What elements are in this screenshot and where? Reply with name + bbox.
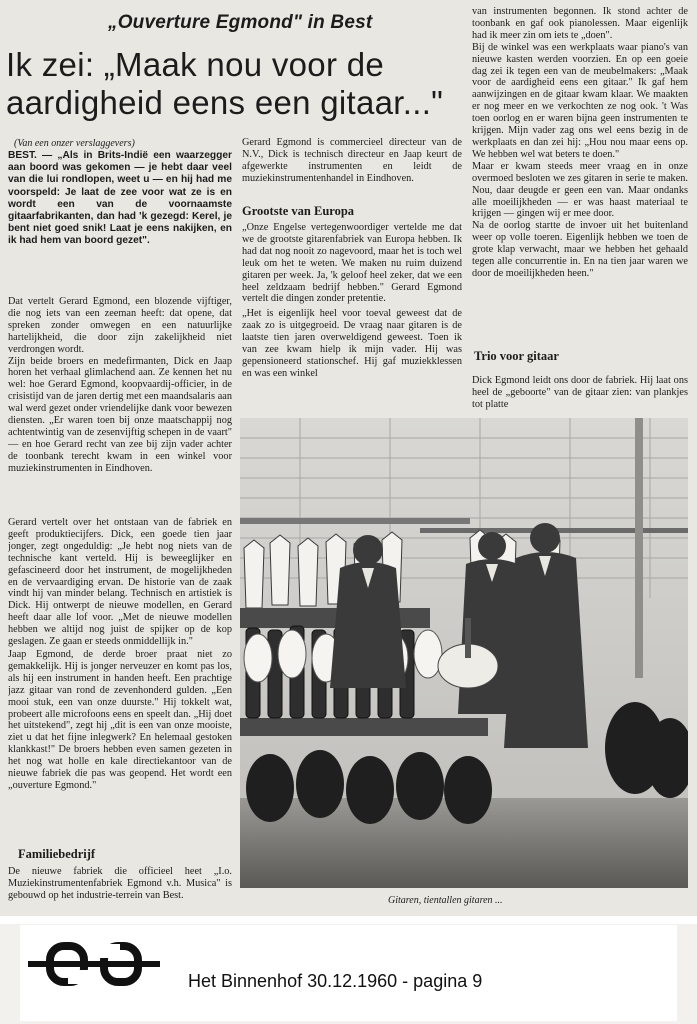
column1-paragraph-2: Gerard vertelt over het ontstaan van de fabriek en geeft produktiecijfers. Dick, een goede tien jaar jonger, zegt ongeduldig: „Je hebt nog niets van de technische kant verteld. Hij is beweeglijker en gefascineerd door het instrument, de mogelijkheden en de vervaardiging ervan. De historie van de zaak vindt hij van minder belang. Technisch en artistiek is Dick. Hij ontwerpt de nieuwe modellen, en Gerard heeft daar alle lof voor. „Met de nieuwe modellen hebben we altijd nog juist de spijker op de kop geslagen. Ze gaan er steeds onmiddellijk in.": [8, 517, 232, 648]
factory-photo: [240, 418, 688, 888]
column1-paragraph-1: Dat vertelt Gerard Egmond, een blozende vijftiger, die nog iets van een zeeman heeft: dat opene, dat spreken zonder omwegen en een natuurlijke hartelijkheid, die door zijn zakelijkheid niet verdrongen wordt. Zijn beide broers en medefirmanten, Dick en Jaap horen het verhaal glimlachend aan. Ze kennen het nu wel: hoe Gerard Egmond, koopvaardij-officier, in de crisistijd van de jaren dertig met een maandsalaris aan wal werd gezet onder vriendelijke dank voor bewezen diensten. „Er waren toen bij onze maatschappij nog achtentwintig van de zesenvijftig schepen in de vaart" — en hoe Gerard recht van zee bij zijn vader achter de toonbank terecht kwam in een winkel voor muziekinstrumenten in Eindhoven.: [8, 296, 232, 474]
source-caption: Het Binnenhof 30.12.1960 - pagina 9: [188, 971, 483, 991]
clipping-edge: [0, 916, 697, 924]
column1-paragraph-3: Jaap Egmond, de derde broer praat niet zo gemakkelijk. Hij is jonger nerveuzer en komt pas los, als hij een instrument in handen heeft. Een prachtige jazz gitaar van rond de zevenhonderd gulden. „Een mooi stuk, een van onze duurste." Hij tokkelt wat, probeert alle microfoons eens en speelt dan. „Hij doet het uitstekend", zegt hij „dit is een van onze mooiste, ziet u dat het fijne inlegwerk? En helemaal gestoken klankkast!" De broers hebben even samen gezeten in het nog wat holle en kale directiekantoor van de nieuwe fabriek die pas was geopend. Het wordt een „ouverture Egmond.": [8, 649, 232, 791]
article-byline: (Van een onzer verslaggevers): [14, 138, 135, 149]
photo-caption: Gitaren, tientallen gitaren ...: [388, 895, 503, 906]
column2-paragraph-1: Gerard Egmond is commercieel directeur van de N.V., Dick is technisch directeur en Jaap keurt de afgewerkte instrumenten en leidt de muziekinstrumentenhandel in Eindhoven.: [242, 137, 462, 184]
column3-paragraph-1: van instrumenten begonnen. Ik stond achter de toonbank en gaf ook pianolessen. Maar eigenlijk had ik meer zin om iets te „doen". Bij de winkel was een werkplaats waar piano's van nieuwe kasten werden voorzien. En op een goeie dag zei ik tegen een van de meubelmakers: „Maak voor de aardigheid eens een gitaar." Ik gaf hem aanwijzingen en de gitaar kwam klaar. We maakten er nog meer en we verkochten ze nog ook. 't Was toen oorlog en er waren bijna geen instrumenten te krijgen. Mijn vader zag ons wel eens bezig in de werkplaats en dan zei hij: „Hou nou maar eens op. We hebben wel wat beters te doen." Maar er kwam steeds meer vraag en in onze overmoed besloten we zes gitaren in serie te maken. Nou, daar deugde er geen een van. Maar ondanks alle moeilijkheden — er was haast materiaal te krijgen — gingen wij er mee door. Na de oorlog startte de invoer uit het buitenland weer op volle toeren. Eigenlijk hebben we toen de grote klap verwacht, maar we hebben het gehaald tegen alle concurrentie in. En na tien jaar waren we door de moeilijkheden heen.": [472, 6, 688, 279]
article-kicker: „Ouverture Egmond" in Best: [108, 12, 373, 33]
column1-paragraph-4: De nieuwe fabriek die officieel heet „I.o. Muziekinstrumentenfabriek Egmond v.h. Musica" is gebouwd op het industrie-terrein van Best.: [8, 866, 232, 901]
column2-paragraph-3: „Het is eigenlijk heel voor toeval geweest dat de zaak zo is uitgegroeid. De vraag naar gitaren is de laatste tien jaren overweldigend geweest. Toen ik van zee kwam hielp ik mijn vader. Hij was gepensioneerd stationschef. Hij gaf muziekklessen en was een winkel: [242, 308, 462, 379]
column3-paragraph-2: Dick Egmond leidt ons door de fabriek. Hij laat ons heel de „geboorte" van de gitaar zien: van plankjes tot platte: [472, 375, 688, 410]
article-headline: Ik zei: „Maak nou voor de aardigheid eens een gitaar...": [6, 46, 444, 121]
eg-logo: [28, 942, 160, 986]
subheading-familiebedrijf: Familiebedrijf: [18, 847, 96, 861]
column2-paragraph-2: „Onze Engelse vertegenwoordiger vertelde me dat we de grootste gitarenfabriek van Europa hebben. Ik had dat nog nooit zo nagevoord, maar het is toch wel leuk om het te weten. We maken nu ruim duizend gitaren per week. Ja, 'k geloof heel zeker, dat we een heel zeldzaam bedrijf hebben." Gerard Egmond vertelt die dingen zonder pretentie.: [242, 222, 462, 305]
subheading-grootste-van-europa: Grootste van Europa: [242, 204, 355, 218]
article-lead: BEST. — „Als in Brits-Indië een waarzegger aan boord was gekomen — je hebt daar veel van die lui rondlopen, weet u — en hij had me voorspeld: Je laat de zee voor wat ze is en wordt een van de voornaamste gitaarfabrikanten, dan had 'k gezegd: Kerel, je bent niet goed snik! Laat je eens nakijken, en ik had hem van boord gezet".: [8, 150, 232, 247]
subheading-trio-voor-gitaar: Trio voor gitaar: [474, 349, 559, 363]
